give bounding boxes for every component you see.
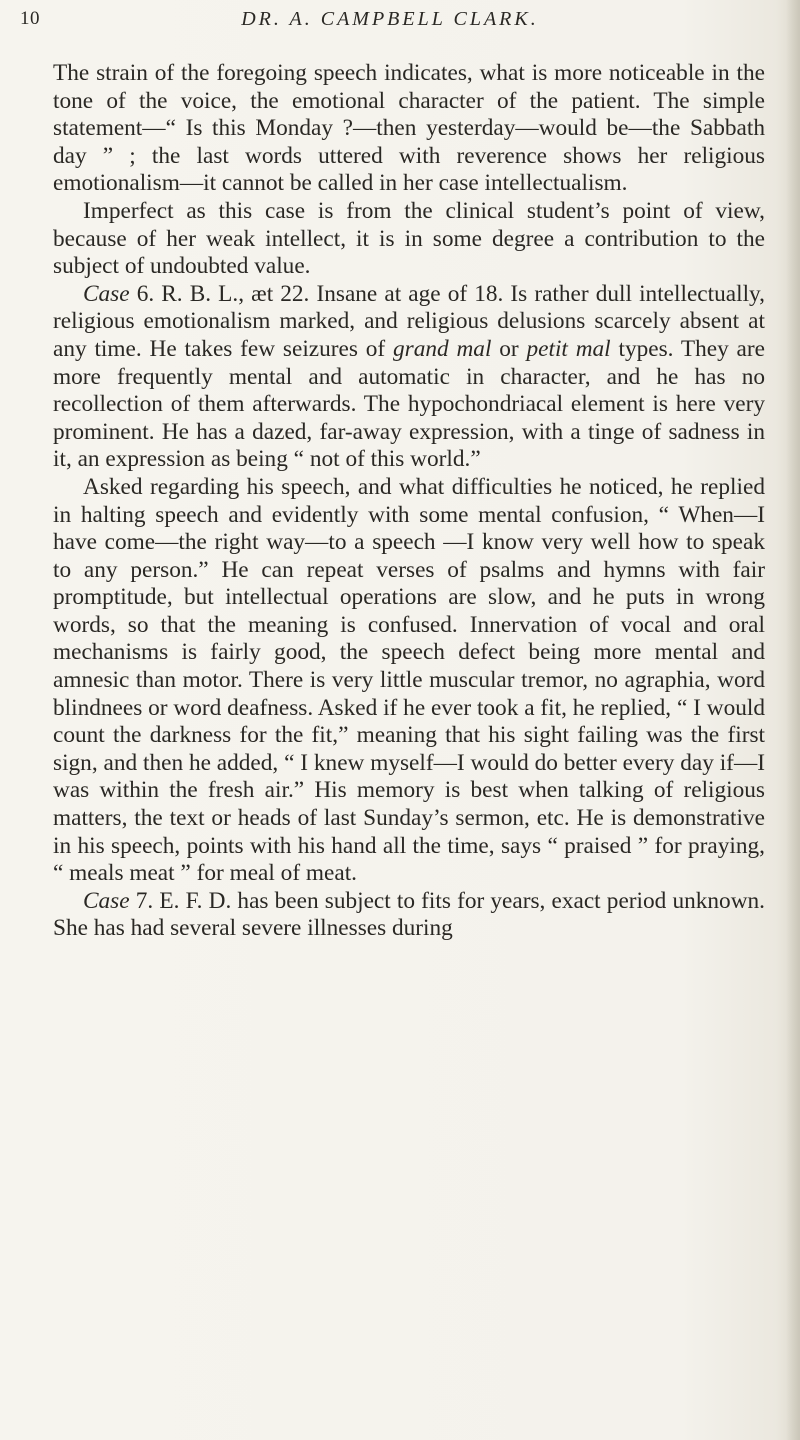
running-head: DR. A. CAMPBELL CLARK. xyxy=(241,8,539,30)
paragraph-case-6 xyxy=(53,281,765,474)
page-number: 10 xyxy=(20,8,40,29)
body-text xyxy=(53,60,765,943)
paragraph-case-7 xyxy=(53,888,765,943)
case-label: Case xyxy=(83,887,130,914)
case-6-text-1: 6. R. B. L., æt 22. Insane at age of 18. Is rather dull intellectually, religious emotionalism marked, and religious delusions scarcely absent at any time. He takes few seizures of xyxy=(53,280,765,362)
case-6-text-3: types. They are more frequently mental and automatic in character, and he has no recollection of them afterwards. The hypochondriacal element is here very prominent. He has a dazed, far-away expression, with a tinge of sadness in it, an expression as being “ not of this world.” xyxy=(53,335,765,473)
paragraph-asked: Asked regarding his speech, and what difficulties he noticed, he replied in halting speech and evidently with some mental confusion, “ When—I have come—the right way—to a speech —I know very well how to speak to any person.” He can repeat verses of psalms and hymns with fair promptitude, but intellectual operations are slow, and he puts in wrong words, so that the meaning is confused. Innervation of vocal and oral mechanisms is fairly good, the speech defect being more mental and amnesic than motor. There is very little muscular tremor, no agraphia, word blindnees or word deafness. Asked if he ever took a fit, he replied, “ I would count the darkness for the fit,” meaning that his sight failing was the first sign, and then he added, “ I knew myself—I would do better every day if—I was within the fresh air.” His memory is best when talking of religious matters, the text or heads of last Sunday’s sermon, etc. He is demonstrative in his speech, points with his hand all the time, says “ praised ” for praying, “ meals meat ” for meal of meat. xyxy=(53,473,765,887)
case-6-italic-grand-mal: grand mal xyxy=(393,335,492,362)
paragraph-strain: The strain of the foregoing speech indicates, what is more noticeable in the tone of the voice, the emotional character of the patient. The simple statement—“ Is this Monday ?—then yesterday—would be—the Sabbath day ” ; the last words uttered with reverence shows her religious emotionalism—it cannot be called in her case intellectualism. xyxy=(53,60,765,197)
case-7-text-1: 7. E. F. D. has been subject to fits for years, exact period unknown. She has had several severe illnesses during xyxy=(53,887,765,942)
page-edge-shadow xyxy=(786,0,800,1440)
case-label: Case xyxy=(83,280,130,307)
case-6-text-2: or xyxy=(491,335,527,362)
page-header xyxy=(20,8,760,38)
case-6-italic-petit-mal: petit mal xyxy=(526,335,611,362)
paragraph-imperfect: Imperfect as this case is from the clinical student’s point of view, because of her weak intellect, it is in some degree a contribution to the subject of undoubted value. xyxy=(53,197,765,280)
